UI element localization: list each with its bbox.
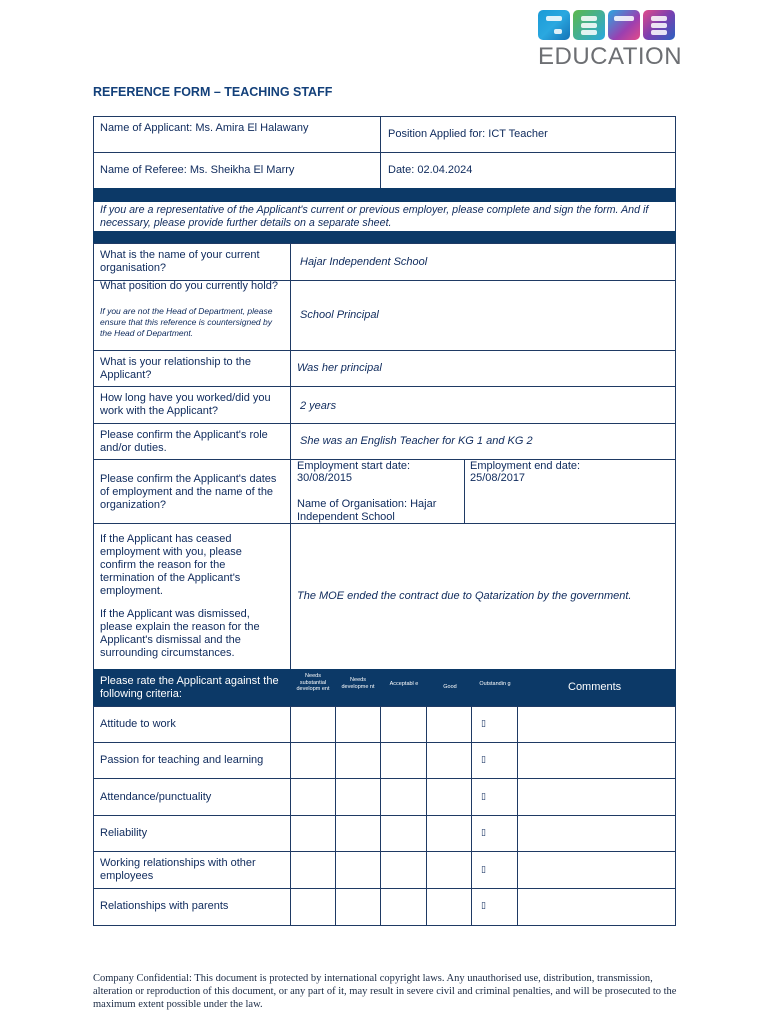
form-date: Date: 02.04.2024: [388, 164, 473, 176]
position-question: What position do you currently hold?: [100, 280, 278, 292]
dismissed-question: If the Applicant was dismissed, please explain the reason for the Applicant's dismissal and the surrounding circumstances.: [100, 608, 260, 659]
comments-header: Comments: [568, 681, 622, 693]
logo-letter-e: [573, 10, 605, 40]
criteria-label: Working relationships with other employees: [100, 857, 256, 882]
rating-level-5: Outstandin g: [479, 681, 511, 687]
rating-level-4: Good: [443, 684, 457, 690]
organisation-name-label: Name of Organisation: Hajar Independent School: [297, 498, 437, 523]
role-answer: She was an English Teacher for KG 1 and KG 2: [300, 435, 533, 447]
confidentiality-footer: Company Confidential: This document is protected by international copyright laws. Any unauthorised use, distribution, transmission, alteration or reproduction of this document, or any part of it, may result in severe civil and criminal penalties, and will be prosecuted to the maximum extent possible under the law.: [93, 973, 677, 1010]
checkbox-icon[interactable]: ▯: [481, 755, 486, 765]
checkbox-icon[interactable]: ▯: [481, 828, 486, 838]
ceased-answer: The MOE ended the contract due to Qatarization by the government.: [297, 590, 632, 602]
relationship-answer: Was her principal: [297, 362, 382, 374]
logo-subtitle: EDUCATION: [538, 43, 683, 70]
referee-name: Name of Referee: Ms. Sheikha El Marry: [100, 164, 295, 176]
criteria-label: Passion for teaching and learning: [100, 754, 264, 766]
checkbox-icon[interactable]: ▯: [481, 865, 486, 875]
rating-level-2: Needs developme nt: [341, 677, 375, 690]
dates-question: Please confirm the Applicant's dates of employment and the name of the organization?: [100, 473, 277, 511]
gems-education-logo: [538, 10, 683, 72]
duration-question: How long have you worked/did you work with the Applicant?: [100, 392, 271, 417]
role-question: Please confirm the Applicant's role and/or duties.: [100, 429, 268, 454]
checkbox-icon[interactable]: ▯: [481, 719, 486, 729]
instructions-band-top: [93, 188, 676, 202]
relationship-question: What is your relationship to the Applicant?: [100, 356, 252, 381]
criteria-label: Attendance/punctuality: [100, 791, 212, 803]
start-date-label: Employment start date:: [297, 460, 411, 472]
criteria-label: Attitude to work: [100, 718, 176, 730]
rating-level-3: Acceptabl e: [389, 681, 419, 687]
checkbox-icon[interactable]: ▯: [481, 901, 486, 911]
position-answer: School Principal: [300, 309, 379, 321]
rating-table: [93, 706, 676, 926]
rating-level-1: Needs substantial developm ent: [296, 673, 330, 692]
logo-letter-m: [608, 10, 640, 40]
gems-logo-mark: [538, 10, 678, 40]
criteria-label: Relationships with parents: [100, 900, 229, 912]
form-title: REFERENCE FORM – TEACHING STAFF: [93, 85, 333, 99]
logo-letter-s: [643, 10, 675, 40]
ceased-question: If the Applicant has ceased employment with you, please confirm the reason for the termination of the Applicant's employment.: [100, 533, 242, 597]
start-date-value: 30/08/2015: [297, 472, 353, 484]
organisation-answer: Hajar Independent School: [300, 256, 428, 268]
end-date-value: 25/08/2017: [470, 472, 526, 484]
end-date-label: Employment end date:: [470, 460, 581, 472]
applicant-name: Name of Applicant: Ms. Amira El Halawany: [100, 122, 309, 134]
criteria-label: Reliability: [100, 827, 148, 839]
checkbox-icon[interactable]: ▯: [481, 792, 486, 802]
logo-letter-g: [538, 10, 570, 40]
duration-answer: 2 years: [300, 400, 337, 412]
instructions-text: If you are a representative of the Applicant's current or previous employer, please complete and sign the form. And if necessary, please provide further details on a separate sheet.: [100, 204, 649, 229]
position-applied: Position Applied for: ICT Teacher: [388, 128, 548, 140]
rating-instruction: Please rate the Applicant against the following criteria:: [100, 675, 279, 700]
position-note: If you are not the Head of Department, please ensure that this reference is countersigned by the Head of Department.: [100, 306, 273, 338]
organisation-question: What is the name of your current organisation?: [100, 249, 260, 274]
